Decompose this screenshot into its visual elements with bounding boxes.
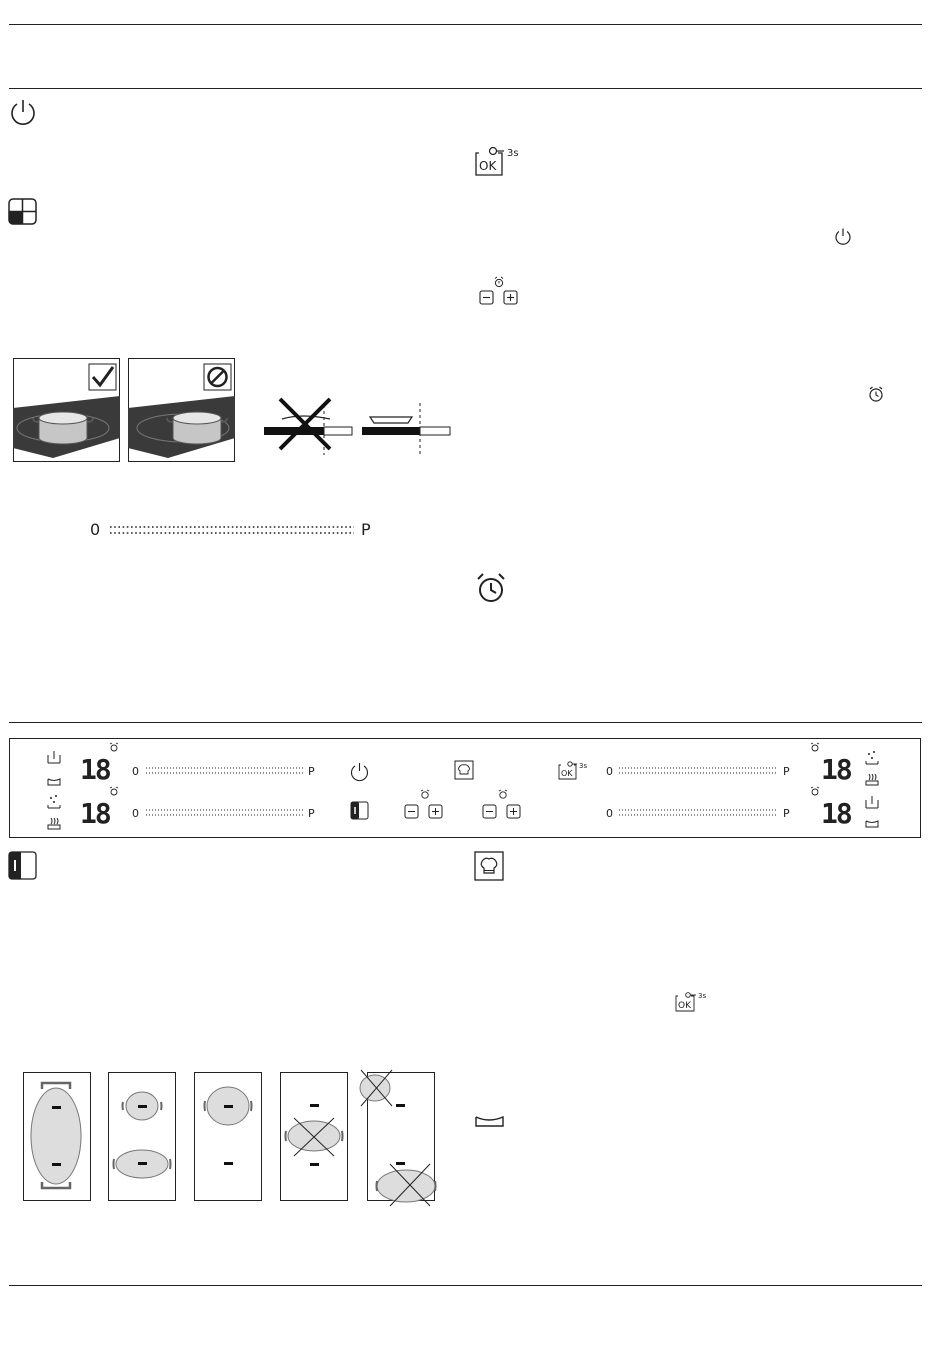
zone-display-right-1: 18	[821, 753, 851, 786]
zone-scale-max: P	[308, 807, 315, 820]
keep-warm-icon[interactable]	[48, 779, 60, 785]
keep-warm-icon[interactable]	[866, 821, 878, 827]
ok-time-label: 3s	[507, 148, 519, 159]
zone-display-left-1: 18	[80, 753, 110, 786]
flex-diagram-2	[109, 1073, 176, 1201]
flex-zone-diagrams	[20, 1066, 445, 1211]
lock-ok-label: OK	[561, 769, 573, 778]
flex-diagram-1	[24, 1073, 91, 1201]
bottom-rule	[9, 1285, 922, 1286]
ok-label: OK	[479, 159, 497, 173]
melt-icon[interactable]	[48, 751, 60, 763]
chef-button[interactable]	[455, 761, 473, 779]
power-icon-small	[834, 227, 852, 245]
timer-minus-plus-icon	[478, 276, 522, 306]
timer-icon-zone-1	[110, 743, 118, 751]
ok-label-small: OK	[678, 1001, 691, 1011]
keep-warm-icon-large	[474, 1114, 506, 1128]
steam-icon[interactable]	[48, 818, 60, 829]
zone-scale-min: 0	[132, 807, 139, 820]
ok-lock-icon-small	[675, 991, 715, 1013]
timer-icon-zone-4	[811, 787, 819, 795]
pan-base-diagram	[262, 395, 452, 455]
chef-hat-icon	[474, 851, 506, 881]
boil-icon[interactable]	[866, 751, 878, 764]
section-rule	[9, 722, 922, 723]
zone-scale-min: 0	[132, 765, 139, 778]
lock-time-label: 3s	[579, 762, 588, 770]
zone-scale-max: P	[783, 765, 790, 778]
flex-diagram-3	[195, 1073, 262, 1201]
left-zone-2[interactable]	[80, 787, 315, 830]
scale-min-label: 0	[90, 520, 101, 539]
melt-icon[interactable]	[866, 796, 878, 808]
timer-icon-zone-2	[110, 787, 118, 795]
zone-scale-max: P	[783, 807, 790, 820]
zone-display-right-2: 18	[821, 797, 851, 830]
right-zone-2[interactable]	[606, 787, 852, 830]
flex-diagram-5	[360, 1070, 436, 1206]
pot-correct-image	[13, 358, 120, 462]
zone-scale-min: 0	[606, 765, 613, 778]
minus-button[interactable]	[483, 805, 496, 818]
lock-button[interactable]	[559, 762, 587, 779]
right-zone-1[interactable]	[606, 743, 852, 786]
power-button[interactable]	[352, 763, 368, 781]
timer-right-controls[interactable]	[483, 790, 520, 818]
flex-diagram-4	[281, 1073, 348, 1201]
timer-icon-left	[421, 790, 429, 798]
zone-bridge-button[interactable]	[351, 802, 368, 819]
top-rule	[9, 24, 922, 25]
timer-icon-right	[499, 790, 507, 798]
left-zone-1[interactable]	[80, 743, 315, 786]
timer-icon-small	[867, 385, 885, 403]
ok-time-small: 3s	[698, 992, 707, 1000]
pot-wrong-image	[128, 358, 235, 462]
boil-icon[interactable]	[48, 795, 60, 808]
power-level-scale	[90, 519, 380, 541]
timer-icon	[474, 572, 508, 604]
power-icon	[8, 97, 38, 127]
plus-button[interactable]	[429, 805, 442, 818]
steam-icon[interactable]	[866, 774, 878, 785]
zone-bridge-icon	[8, 198, 38, 226]
control-panel	[9, 738, 921, 838]
ok-lock-icon	[474, 145, 534, 177]
timer-icon-zone-3	[811, 743, 819, 751]
zone-display-left-2: 18	[80, 797, 110, 830]
minus-button[interactable]	[405, 805, 418, 818]
timer-left-controls[interactable]	[405, 790, 442, 818]
header-rule	[9, 88, 922, 89]
zone-scale-min: 0	[606, 807, 613, 820]
zone-scale-max: P	[308, 765, 315, 778]
flex-zone-icon	[8, 851, 38, 881]
plus-button[interactable]	[507, 805, 520, 818]
scale-max-label: P	[361, 520, 371, 539]
